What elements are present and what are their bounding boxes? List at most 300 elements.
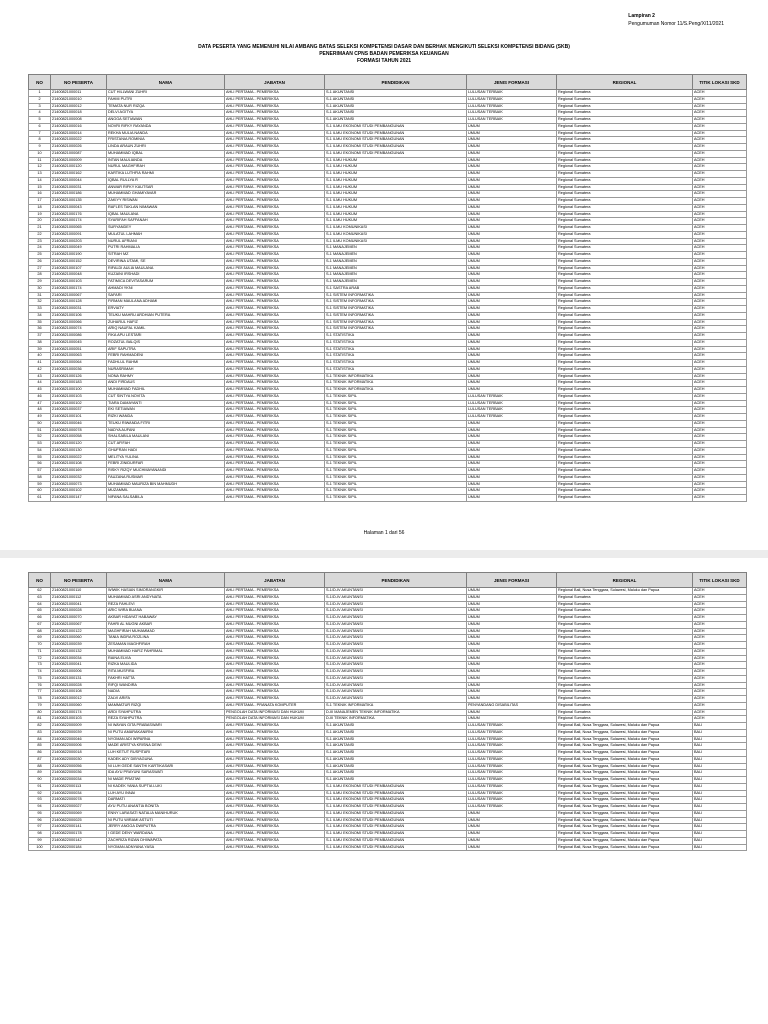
cell-pendidikan: S-1 AKUNTANSI [325,723,467,730]
cell-jabatan: AHLI PERTAMA - PEMERIKSA [225,177,325,184]
cell-regional: Regional Sumatera [557,662,693,669]
cell-regional: Regional Sumatera [557,171,693,178]
cell-pendidikan: S-1 TEKNIK SIPIL [325,407,467,414]
cell-nama: MAMMATUR RIZQI [107,702,225,709]
cell-regional: Regional Sumatera [557,696,693,703]
cell-jenis-formasi: UMUM [467,420,557,427]
cell-regional: Regional Sumatera [557,312,693,319]
cell-no: 38 [29,339,51,346]
cell-jabatan: AHLI PERTAMA - PEMERIKSA [225,306,325,313]
cell-no: 91 [29,783,51,790]
cell-pendidikan: S-1/D-IV AKUNTANSI [325,608,467,615]
cell-jabatan: AHLI PERTAMA - PEMERIKSA [225,326,325,333]
col-no: NO [29,573,51,588]
cell-jabatan: AHLI PERTAMA - PEMERIKSA [225,198,325,205]
cell-pendidikan: S-1 TEKNIK SIPIL [325,474,467,481]
cell-no: 43 [29,373,51,380]
cell-titik-lokasi: ACEH [693,669,747,676]
cell-regional: Regional Bali, Nusa Tenggara, Sulawesi, Maluku dan Papua [557,750,693,757]
cell-titik-lokasi: ACEH [693,299,747,306]
cell-titik-lokasi: ACEH [693,171,747,178]
table-row [29,844,747,851]
cell-pendidikan: S-1 ILMU KOMUNIKASI [325,231,467,238]
cell-nama: EKI SETIAWAN [107,407,225,414]
cell-jenis-formasi: LULUSAN TERBAIK [467,804,557,811]
cell-regional: Regional Sumatera [557,434,693,441]
cell-jenis-formasi: UMUM [467,279,557,286]
table-row [29,333,747,340]
col-jenis-formasi: JENIS FORMASI [467,573,557,588]
cell-no-peserta: 21400821000147 [51,495,107,502]
cell-jabatan: AHLI PERTAMA - PEMERIKSA [225,831,325,838]
table-row [29,198,747,205]
cell-titik-lokasi: ACEH [693,441,747,448]
cell-regional: Regional Sumatera [557,117,693,124]
cell-titik-lokasi: ACEH [693,588,747,595]
cell-regional: Regional Sumatera [557,96,693,103]
table-row [29,306,747,313]
cell-jabatan: AHLI PERTAMA - PEMERIKSA [225,157,325,164]
cell-jenis-formasi: UMUM [467,130,557,137]
cell-no-peserta: 21400821000162 [51,171,107,178]
cell-jenis-formasi: UMUM [467,427,557,434]
cell-regional: Regional Sumatera [557,682,693,689]
document-title [0,44,768,65]
cell-no: 68 [29,628,51,635]
cell-nama: NYOMAN ADNYANA YASA [107,844,225,851]
cell-jabatan: AHLI PERTAMA - PEMERIKSA [225,648,325,655]
cell-nama: RIZKI WANDA [107,414,225,421]
title-line-3: FORMASI TAHUN 2021 [356,58,412,64]
cell-nama: FADHLUL RAHMI [107,360,225,367]
cell-nama: CUT SINTYA NOVITA [107,393,225,400]
cell-no-peserta: 21400822000046 [51,736,107,743]
cell-no: 57 [29,468,51,475]
cell-nama: ANGGA SETIAWAN [107,117,225,124]
cell-jenis-formasi: UMUM [467,628,557,635]
cell-titik-lokasi: BALI [693,723,747,730]
cell-jenis-formasi: PENYANDANG DISABILITAS [467,702,557,709]
table-row [29,648,747,655]
cell-pendidikan: S-1 STATISTIKA [325,333,467,340]
cell-jenis-formasi: UMUM [467,447,557,454]
cell-titik-lokasi: ACEH [693,380,747,387]
table-row [29,117,747,124]
cell-regional: Regional Sumatera [557,238,693,245]
cell-jenis-formasi: UMUM [467,211,557,218]
cell-pendidikan: S-1 SISTEM INFORMATIKA [325,306,467,313]
cell-pendidikan: S-1 ILMU EKONOMI STUDI PEMBANGUNAN [325,831,467,838]
cell-no: 52 [29,434,51,441]
cell-regional: Regional Sumatera [557,488,693,495]
cell-nama: FEBRI RAHMADENI [107,353,225,360]
cell-regional: Regional Bali, Nusa Tenggara, Sulawesi, Maluku dan Papua [557,810,693,817]
cell-pendidikan: S-1 AKUNTANSI [325,750,467,757]
table-row [29,837,747,844]
cell-regional: Regional Sumatera [557,474,693,481]
col-titik-lokasi: TITIK LOKASI SKD [693,75,747,90]
cell-jenis-formasi: LULUSAN TERBAIK [467,756,557,763]
cell-jenis-formasi: UMUM [467,204,557,211]
cell-no: 44 [29,380,51,387]
cell-regional: Regional Sumatera [557,702,693,709]
cell-pendidikan: S-1 TEKNIK SIPIL [325,420,467,427]
cell-nama: ZUHARUL HAFIZ [107,319,225,326]
cell-no: 36 [29,326,51,333]
cell-no: 65 [29,608,51,615]
cell-jenis-formasi: UMUM [467,594,557,601]
cell-regional: Regional Sumatera [557,414,693,421]
table-row [29,272,747,279]
cell-pendidikan: S-1 AKUNTANSI [325,777,467,784]
table-header-row [29,75,747,90]
cell-nama: MUHAMMAD MAURIZA BIN MAHMUDH [107,481,225,488]
cell-jabatan: AHLI PERTAMA - PEMERIKSA [225,662,325,669]
cell-regional: Regional Sumatera [557,103,693,110]
cell-no: 24 [29,245,51,252]
cell-no-peserta: 21400821000010 [51,96,107,103]
cell-no: 71 [29,648,51,655]
cell-no-peserta: 21400821000009 [51,157,107,164]
cell-no: 2 [29,96,51,103]
cell-pendidikan: S-1/D-IV AKUNTANSI [325,621,467,628]
cell-jabatan: AHLI PERTAMA - PEMERIKSA [225,743,325,750]
cell-jabatan: AHLI PERTAMA - PEMERIKSA [225,447,325,454]
cell-regional: Regional Bali, Nusa Tenggara, Sulawesi, Maluku dan Papua [557,756,693,763]
cell-titik-lokasi: ACEH [693,333,747,340]
cell-no: 19 [29,211,51,218]
cell-no-peserta: 21400821000063 [51,353,107,360]
cell-regional: Regional Sumatera [557,144,693,151]
cell-nama: FIRMAN MAULANA ADHAMI [107,299,225,306]
col-no-peserta: NO PESERTA [51,75,107,90]
cell-no-peserta: 21400821000032 [51,474,107,481]
cell-pendidikan: S-1 MANAJEMEN [325,258,467,265]
table-row [29,777,747,784]
cell-regional: Regional Sumatera [557,299,693,306]
cell-no-peserta: 21400821000176 [51,211,107,218]
cell-jabatan: AHLI PERTAMA - PEMERIKSA [225,817,325,824]
cell-no-peserta: 21400821000102 [51,488,107,495]
cell-no-peserta: 21400821000103 [51,279,107,286]
cell-nama: ANWAR RIFKY KAUTSAR [107,184,225,191]
table-row [29,655,747,662]
table-row [29,810,747,817]
cell-pendidikan: D-III TEKNIK INFORMATIKA [325,716,467,723]
cell-no-peserta: 21400821000130 [51,447,107,454]
cell-no-peserta: 21400822000009 [51,723,107,730]
cell-no: 83 [29,729,51,736]
cell-jenis-formasi: UMUM [467,461,557,468]
cell-no-peserta: 21400821000028 [51,608,107,615]
cell-nama: SURYANDEY [107,225,225,232]
cell-no: 30 [29,285,51,292]
cell-pendidikan: S-1 MANAJEMEN [325,279,467,286]
cell-pendidikan: S-1 SISTEM INFORMATIKA [325,292,467,299]
cell-jabatan: AHLI PERTAMA - PEMERIKSA [225,736,325,743]
cell-no: 56 [29,461,51,468]
cell-no-peserta: 21400822000069 [51,810,107,817]
cell-regional: Regional Sumatera [557,461,693,468]
cell-nama: MULATUL LAHMAH [107,231,225,238]
cell-pendidikan: S-1 TEKNIK SIPIL [325,414,467,421]
cell-no-peserta: 21400821000203 [51,238,107,245]
table-row [29,373,747,380]
cell-jenis-formasi: UMUM [467,326,557,333]
cell-jenis-formasi: UMUM [467,339,557,346]
cell-nama: NURUL AFRIANI [107,238,225,245]
table-row [29,750,747,757]
cell-no: 93 [29,797,51,804]
cell-jenis-formasi: LULUSAN TERBAIK [467,393,557,400]
cell-jabatan: AHLI PERTAMA - PEMERIKSA [225,225,325,232]
cell-no-peserta: 21400821000006 [51,669,107,676]
cell-nama: MUZAMMIL [107,488,225,495]
cell-titik-lokasi: ACEH [693,689,747,696]
cell-no-peserta: 21400821000186 [51,191,107,198]
cell-jenis-formasi: UMUM [467,299,557,306]
cell-titik-lokasi: ACEH [693,635,747,642]
table-row [29,90,747,97]
cell-nama: IDA AYU PRAYUNI SARASWATI [107,770,225,777]
cell-nama: SYARIFAH SAFFANAH [107,218,225,225]
cell-jabatan: AHLI PERTAMA - PEMERIKSA [225,218,325,225]
cell-no-peserta: 21400821000174 [51,285,107,292]
page-footer: Halaman 1 dari 56 [363,530,405,536]
cell-jenis-formasi: UMUM [467,689,557,696]
cell-regional: Regional Sumatera [557,420,693,427]
cell-no-peserta: 21400821000106 [51,312,107,319]
cell-pendidikan: S-1 AKUNTANSI [325,756,467,763]
cell-jabatan: AHLI PERTAMA - PEMERIKSA [225,669,325,676]
table-row [29,353,747,360]
cell-regional: Regional Sumatera [557,184,693,191]
col-nama: NAMA [107,573,225,588]
cell-titik-lokasi: ACEH [693,319,747,326]
table-row [29,628,747,635]
cell-no-peserta: 21400821000044 [51,177,107,184]
title-line-1: DATA PESERTA YANG MEMENUHI NILAI AMBANG BATAS SELEKSI KOMPETENSI DASAR DAN BERHAK MENGIKUTI SELEKSI KOMPETENSI BIDANG (SKB) [198,44,570,50]
cell-titik-lokasi: ACEH [693,292,747,299]
table-row [29,400,747,407]
cell-titik-lokasi: ACEH [693,245,747,252]
cell-regional: Regional Sumatera [557,272,693,279]
cell-no-peserta: 21400822000113 [51,783,107,790]
table-row [29,642,747,649]
cell-jenis-formasi: UMUM [467,245,557,252]
cell-jabatan: AHLI PERTAMA - PEMERIKSA [225,333,325,340]
cell-titik-lokasi: ACEH [693,716,747,723]
cell-jenis-formasi: UMUM [467,481,557,488]
cell-jabatan: AHLI PERTAMA - PEMERIKSA [225,481,325,488]
cell-jabatan: AHLI PERTAMA - PEMERIKSA [225,346,325,353]
table-row [29,157,747,164]
table-row [29,171,747,178]
table-row [29,292,747,299]
cell-titik-lokasi: ACEH [693,615,747,622]
cell-pendidikan: S-1/D-IV AKUNTANSI [325,588,467,595]
cell-jabatan: AHLI PERTAMA - PEMERIKSA [225,777,325,784]
cell-titik-lokasi: ACEH [693,177,747,184]
cell-jabatan: AHLI PERTAMA - PEMERIKSA [225,628,325,635]
cell-jabatan: AHLI PERTAMA - PEMERIKSA [225,608,325,615]
cell-nama: KADEK ADY DIBYAGUNA [107,756,225,763]
cell-no-peserta: 21400821000037 [51,407,107,414]
table-row [29,696,747,703]
cell-jenis-formasi: UMUM [467,601,557,608]
cell-no-peserta: 21400822000078 [51,797,107,804]
cell-nama: NADYA AUFANI [107,427,225,434]
cell-no: 26 [29,258,51,265]
cell-regional: Regional Sumatera [557,601,693,608]
cell-titik-lokasi: ACEH [693,393,747,400]
cell-nama: RIFALDI AULIA MAULANA [107,265,225,272]
table-row [29,594,747,601]
table-row [29,110,747,117]
cell-titik-lokasi: ACEH [693,218,747,225]
cell-regional: Regional Sumatera [557,204,693,211]
col-regional: REGIONAL [557,573,693,588]
cell-no: 64 [29,601,51,608]
cell-regional: Regional Sumatera [557,346,693,353]
cell-titik-lokasi: ACEH [693,231,747,238]
table-row [29,414,747,421]
cell-nama: NI KADEK YANIA SUPTIA LUKI [107,783,225,790]
cell-jenis-formasi: UMUM [467,380,557,387]
cell-jabatan: AHLI PERTAMA - PEMERIKSA [225,96,325,103]
cell-regional: Regional Sumatera [557,211,693,218]
cell-no-peserta: 21400821000016 [51,123,107,130]
cell-no: 80 [29,709,51,716]
col-jabatan: JABATAN [225,75,325,90]
cell-no-peserta: 21400821000022 [51,454,107,461]
cell-jenis-formasi: UMUM [467,669,557,676]
cell-no-peserta: 21400821000086 [51,333,107,340]
cell-jenis-formasi: LULUSAN TERBAIK [467,729,557,736]
table-row [29,407,747,414]
table-row [29,797,747,804]
cell-pendidikan: S-1 ILMU KOMUNIKASI [325,238,467,245]
cell-no: 81 [29,716,51,723]
cell-no: 31 [29,292,51,299]
cell-regional: Regional Bali, Nusa Tenggara, Sulawesi, Maluku dan Papua [557,837,693,844]
cell-jenis-formasi: UMUM [467,312,557,319]
cell-no: 96 [29,817,51,824]
cell-no: 6 [29,123,51,130]
title-line-2: PENERIMAAN CPNS BADAN PEMERIKSA KEUANGAN [319,51,449,57]
cell-pendidikan: S-1 SASTRA ARAB [325,285,467,292]
cell-jabatan: AHLI PERTAMA - PEMERIKSA [225,804,325,811]
cell-no-peserta: 21400821000036 [51,366,107,373]
cell-no: 75 [29,675,51,682]
cell-jabatan: AHLI PERTAMA - PEMERIKSA [225,90,325,97]
cell-nama: LUH AYU INNAI [107,790,225,797]
cell-titik-lokasi: ACEH [693,150,747,157]
cell-jabatan: AHLI PERTAMA - PEMERIKSA [225,117,325,124]
cell-regional: Regional Sumatera [557,366,693,373]
cell-no: 18 [29,204,51,211]
table-row [29,231,747,238]
cell-no-peserta: 21400821000046 [51,420,107,427]
cell-jabatan: AHLI PERTAMA - PEMERIKSA [225,750,325,757]
cell-nama: MADE ARISTYA KRISNA DEWI [107,743,225,750]
table-row [29,177,747,184]
cell-no-peserta: 21400822000141 [51,824,107,831]
cell-pendidikan: S-1 STATISTIKA [325,353,467,360]
table-row [29,804,747,811]
cell-no: 76 [29,682,51,689]
cell-no-peserta: 21400821000120 [51,164,107,171]
cell-jenis-formasi: UMUM [467,434,557,441]
cell-jabatan: PENGOLAH DATA INFORMASI DAN HUKUM [225,716,325,723]
cell-pendidikan: S-1 SISTEM INFORMATIKA [325,312,467,319]
cell-no: 20 [29,218,51,225]
cell-no-peserta: 21400821000064 [51,360,107,367]
cell-titik-lokasi: ACEH [693,272,747,279]
cell-pendidikan: S-1 ILMU EKONOMI STUDI PEMBANGUNAN [325,824,467,831]
cell-jenis-formasi: UMUM [467,621,557,628]
cell-regional: Regional Sumatera [557,594,693,601]
table-row [29,319,747,326]
cell-no-peserta: 21400821000008 [51,117,107,124]
cell-no-peserta: 21400821000067 [51,292,107,299]
cell-no-peserta: 21400821000070 [51,615,107,622]
cell-pendidikan: S-1/D-IV AKUNTANSI [325,662,467,669]
cell-titik-lokasi: ACEH [693,366,747,373]
table-row [29,817,747,824]
cell-pendidikan: S-1 ILMU KOMUNIKASI [325,225,467,232]
cell-titik-lokasi: ACEH [693,137,747,144]
cell-regional: Regional Sumatera [557,427,693,434]
cell-no-peserta: 21400821000108 [51,461,107,468]
cell-jabatan: AHLI PERTAMA - PEMERIKSA [225,723,325,730]
table-row [29,488,747,495]
cell-titik-lokasi: ACEH [693,642,747,649]
cell-pendidikan: S-1 TEKNIK SIPIL [325,488,467,495]
cell-regional: Regional Sumatera [557,615,693,622]
cell-pendidikan: S-1 ILMU EKONOMI STUDI PEMBANGUNAN [325,837,467,844]
cell-nama: FATIMICA DEVITASARUM [107,279,225,286]
cell-no: 84 [29,736,51,743]
cell-no: 39 [29,346,51,353]
cell-jenis-formasi: UMUM [467,123,557,130]
cell-regional: Regional Sumatera [557,90,693,97]
table-row [29,468,747,475]
cell-jabatan: AHLI PERTAMA - PEMERIKSA [225,231,325,238]
cell-jenis-formasi: UMUM [467,150,557,157]
cell-titik-lokasi: ACEH [693,709,747,716]
cell-titik-lokasi: ACEH [693,400,747,407]
cell-titik-lokasi: ACEH [693,373,747,380]
cell-no: 100 [29,844,51,851]
table-row [29,601,747,608]
cell-titik-lokasi: BALI [693,790,747,797]
cell-titik-lokasi: ACEH [693,312,747,319]
table-row [29,716,747,723]
cell-no-peserta: 21400821000066 [51,319,107,326]
cell-no: 51 [29,427,51,434]
cell-regional: Regional Sumatera [557,177,693,184]
cell-titik-lokasi: ACEH [693,110,747,117]
cell-nama: NYOMAN ADI WIPARNA [107,736,225,743]
cell-jenis-formasi: UMUM [467,588,557,595]
cell-titik-lokasi: ACEH [693,144,747,151]
cell-jabatan: AHLI PERTAMA - PEMERIKSA [225,252,325,259]
cell-titik-lokasi: ACEH [693,326,747,333]
cell-titik-lokasi: ACEH [693,387,747,394]
cell-jabatan: AHLI PERTAMA - PEMERIKSA [225,696,325,703]
table-row [29,211,747,218]
